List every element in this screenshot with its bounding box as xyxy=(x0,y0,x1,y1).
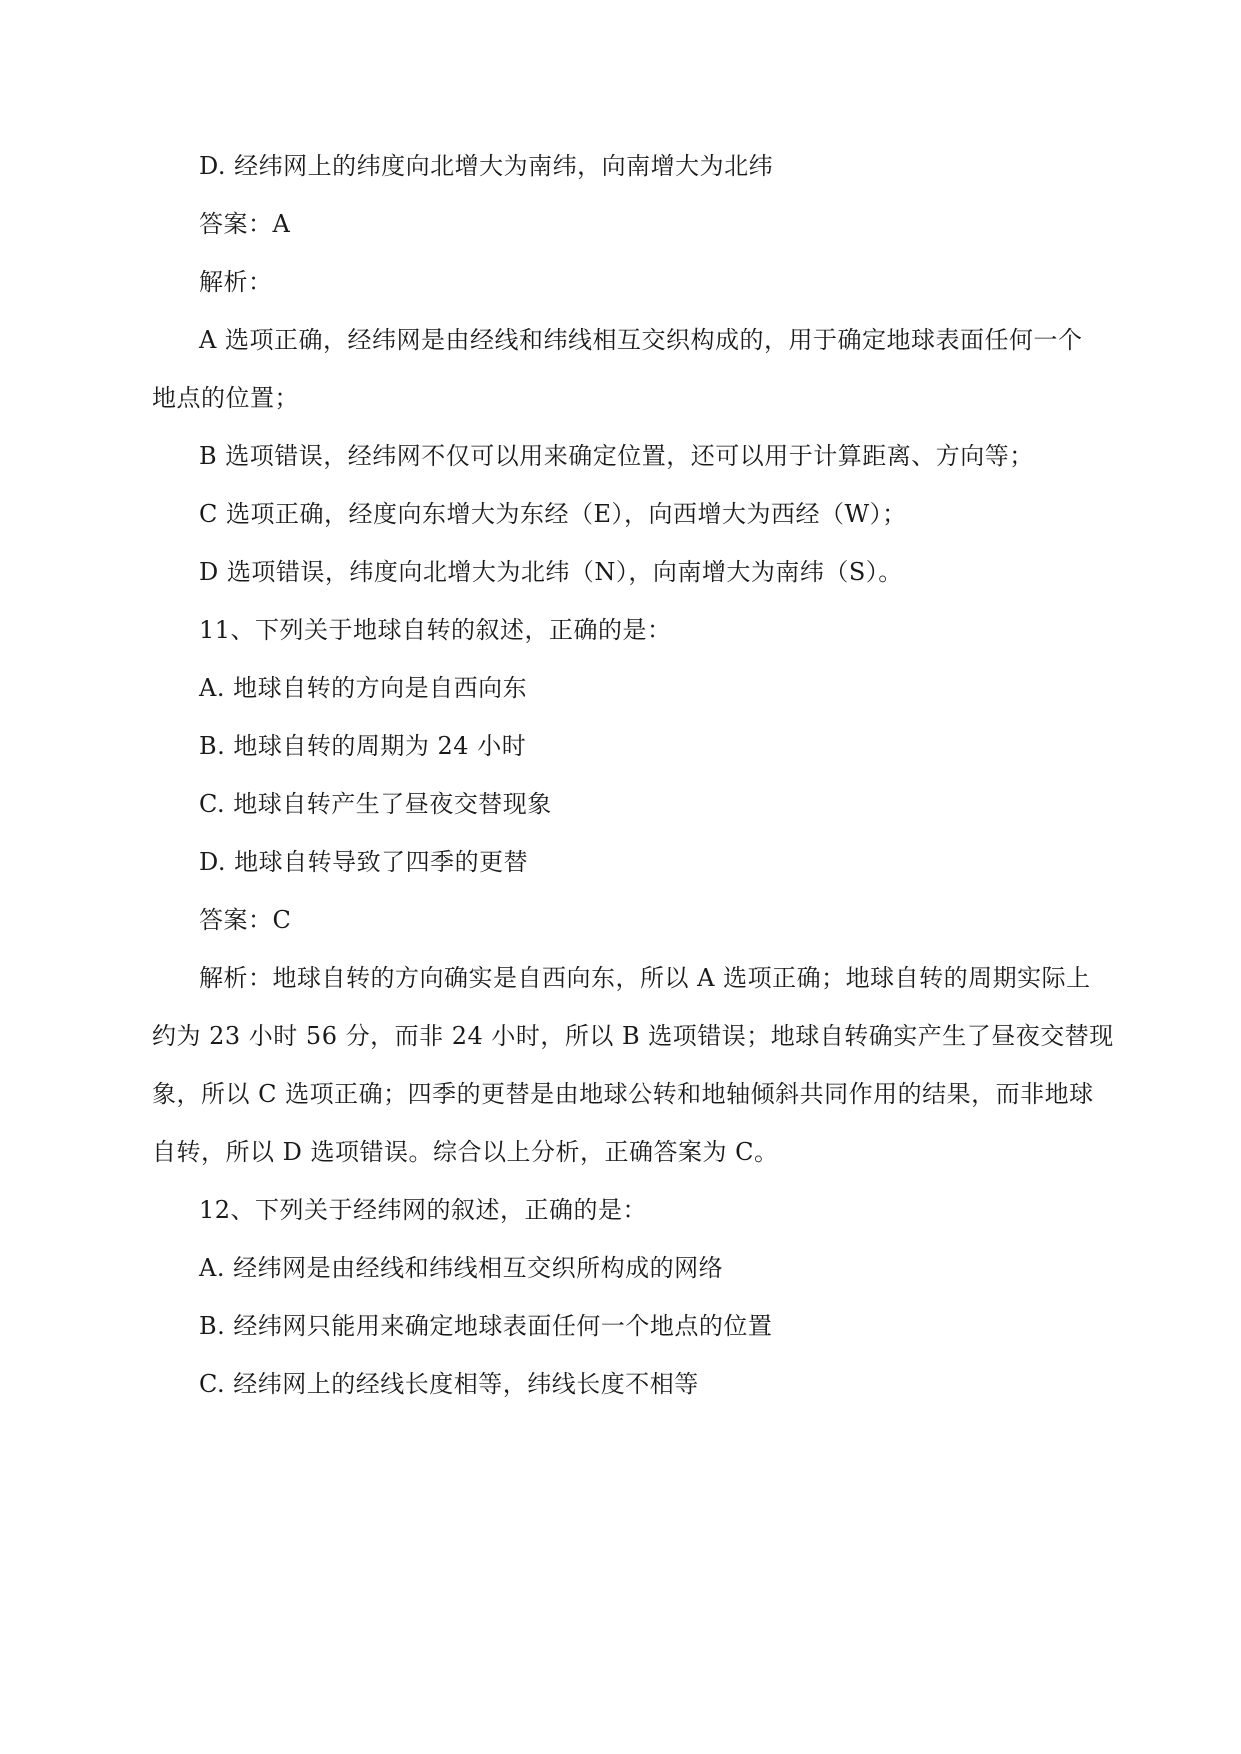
q11-option-d: D. 地球自转导致了四季的更替 xyxy=(199,848,529,876)
q12-option-c: C. 经纬网上的经线长度相等，纬线长度不相等 xyxy=(199,1370,699,1398)
q11-analysis-line4: 自转，所以 D 选项错误。综合以上分析，正确答案为 C。 xyxy=(152,1138,779,1166)
q12-option-b: B. 经纬网只能用来确定地球表面任何一个地点的位置 xyxy=(199,1312,773,1340)
q11-stem: 11、下列关于地球自转的叙述，正确的是： xyxy=(199,616,672,644)
q10-analysis-a-line2: 地点的位置； xyxy=(152,384,299,412)
q12-option-a: A. 经纬网是由经线和纬线相互交织所构成的网络 xyxy=(199,1254,724,1282)
q11-analysis-line3: 象，所以 C 选项正确；四季的更替是由地球公转和地轴倾斜共同作用的结果，而非地球 xyxy=(152,1080,1094,1108)
q11-answer: 答案：C xyxy=(199,906,292,934)
q12-stem: 12、下列关于经纬网的叙述，正确的是： xyxy=(199,1196,648,1224)
q10-analysis-b: B 选项错误，经纬网不仅可以用来确定位置，还可以用于计算距离、方向等； xyxy=(199,442,1034,470)
q11-analysis-line1: 解析：地球自转的方向确实是自西向东，所以 A 选项正确；地球自转的周期实际上 xyxy=(199,964,1091,992)
q11-option-c: C. 地球自转产生了昼夜交替现象 xyxy=(199,790,552,818)
q10-analysis-c: C 选项正确，经度向东增大为东经（E），向西增大为西经（W）； xyxy=(199,500,907,528)
q11-option-a: A. 地球自转的方向是自西向东 xyxy=(199,674,528,702)
q11-analysis-line2: 约为 23 小时 56 分，而非 24 小时，所以 B 选项错误；地球自转确实产生了昼夜交替现 xyxy=(152,1022,1114,1050)
q10-analysis-a-line1: A 选项正确，经纬网是由经线和纬线相互交织构成的，用于确定地球表面任何一个 xyxy=(199,326,1083,354)
q10-analysis-label: 解析： xyxy=(199,268,273,296)
q10-answer: 答案：A xyxy=(199,210,291,238)
q11-option-b: B. 地球自转的周期为 24 小时 xyxy=(199,732,527,760)
q10-analysis-d: D 选项错误，纬度向北增大为北纬（N），向南增大为南纬（S）。 xyxy=(199,558,903,586)
q10-option-d: D. 经纬网上的纬度向北增大为南纬，向南增大为北纬 xyxy=(199,152,774,180)
